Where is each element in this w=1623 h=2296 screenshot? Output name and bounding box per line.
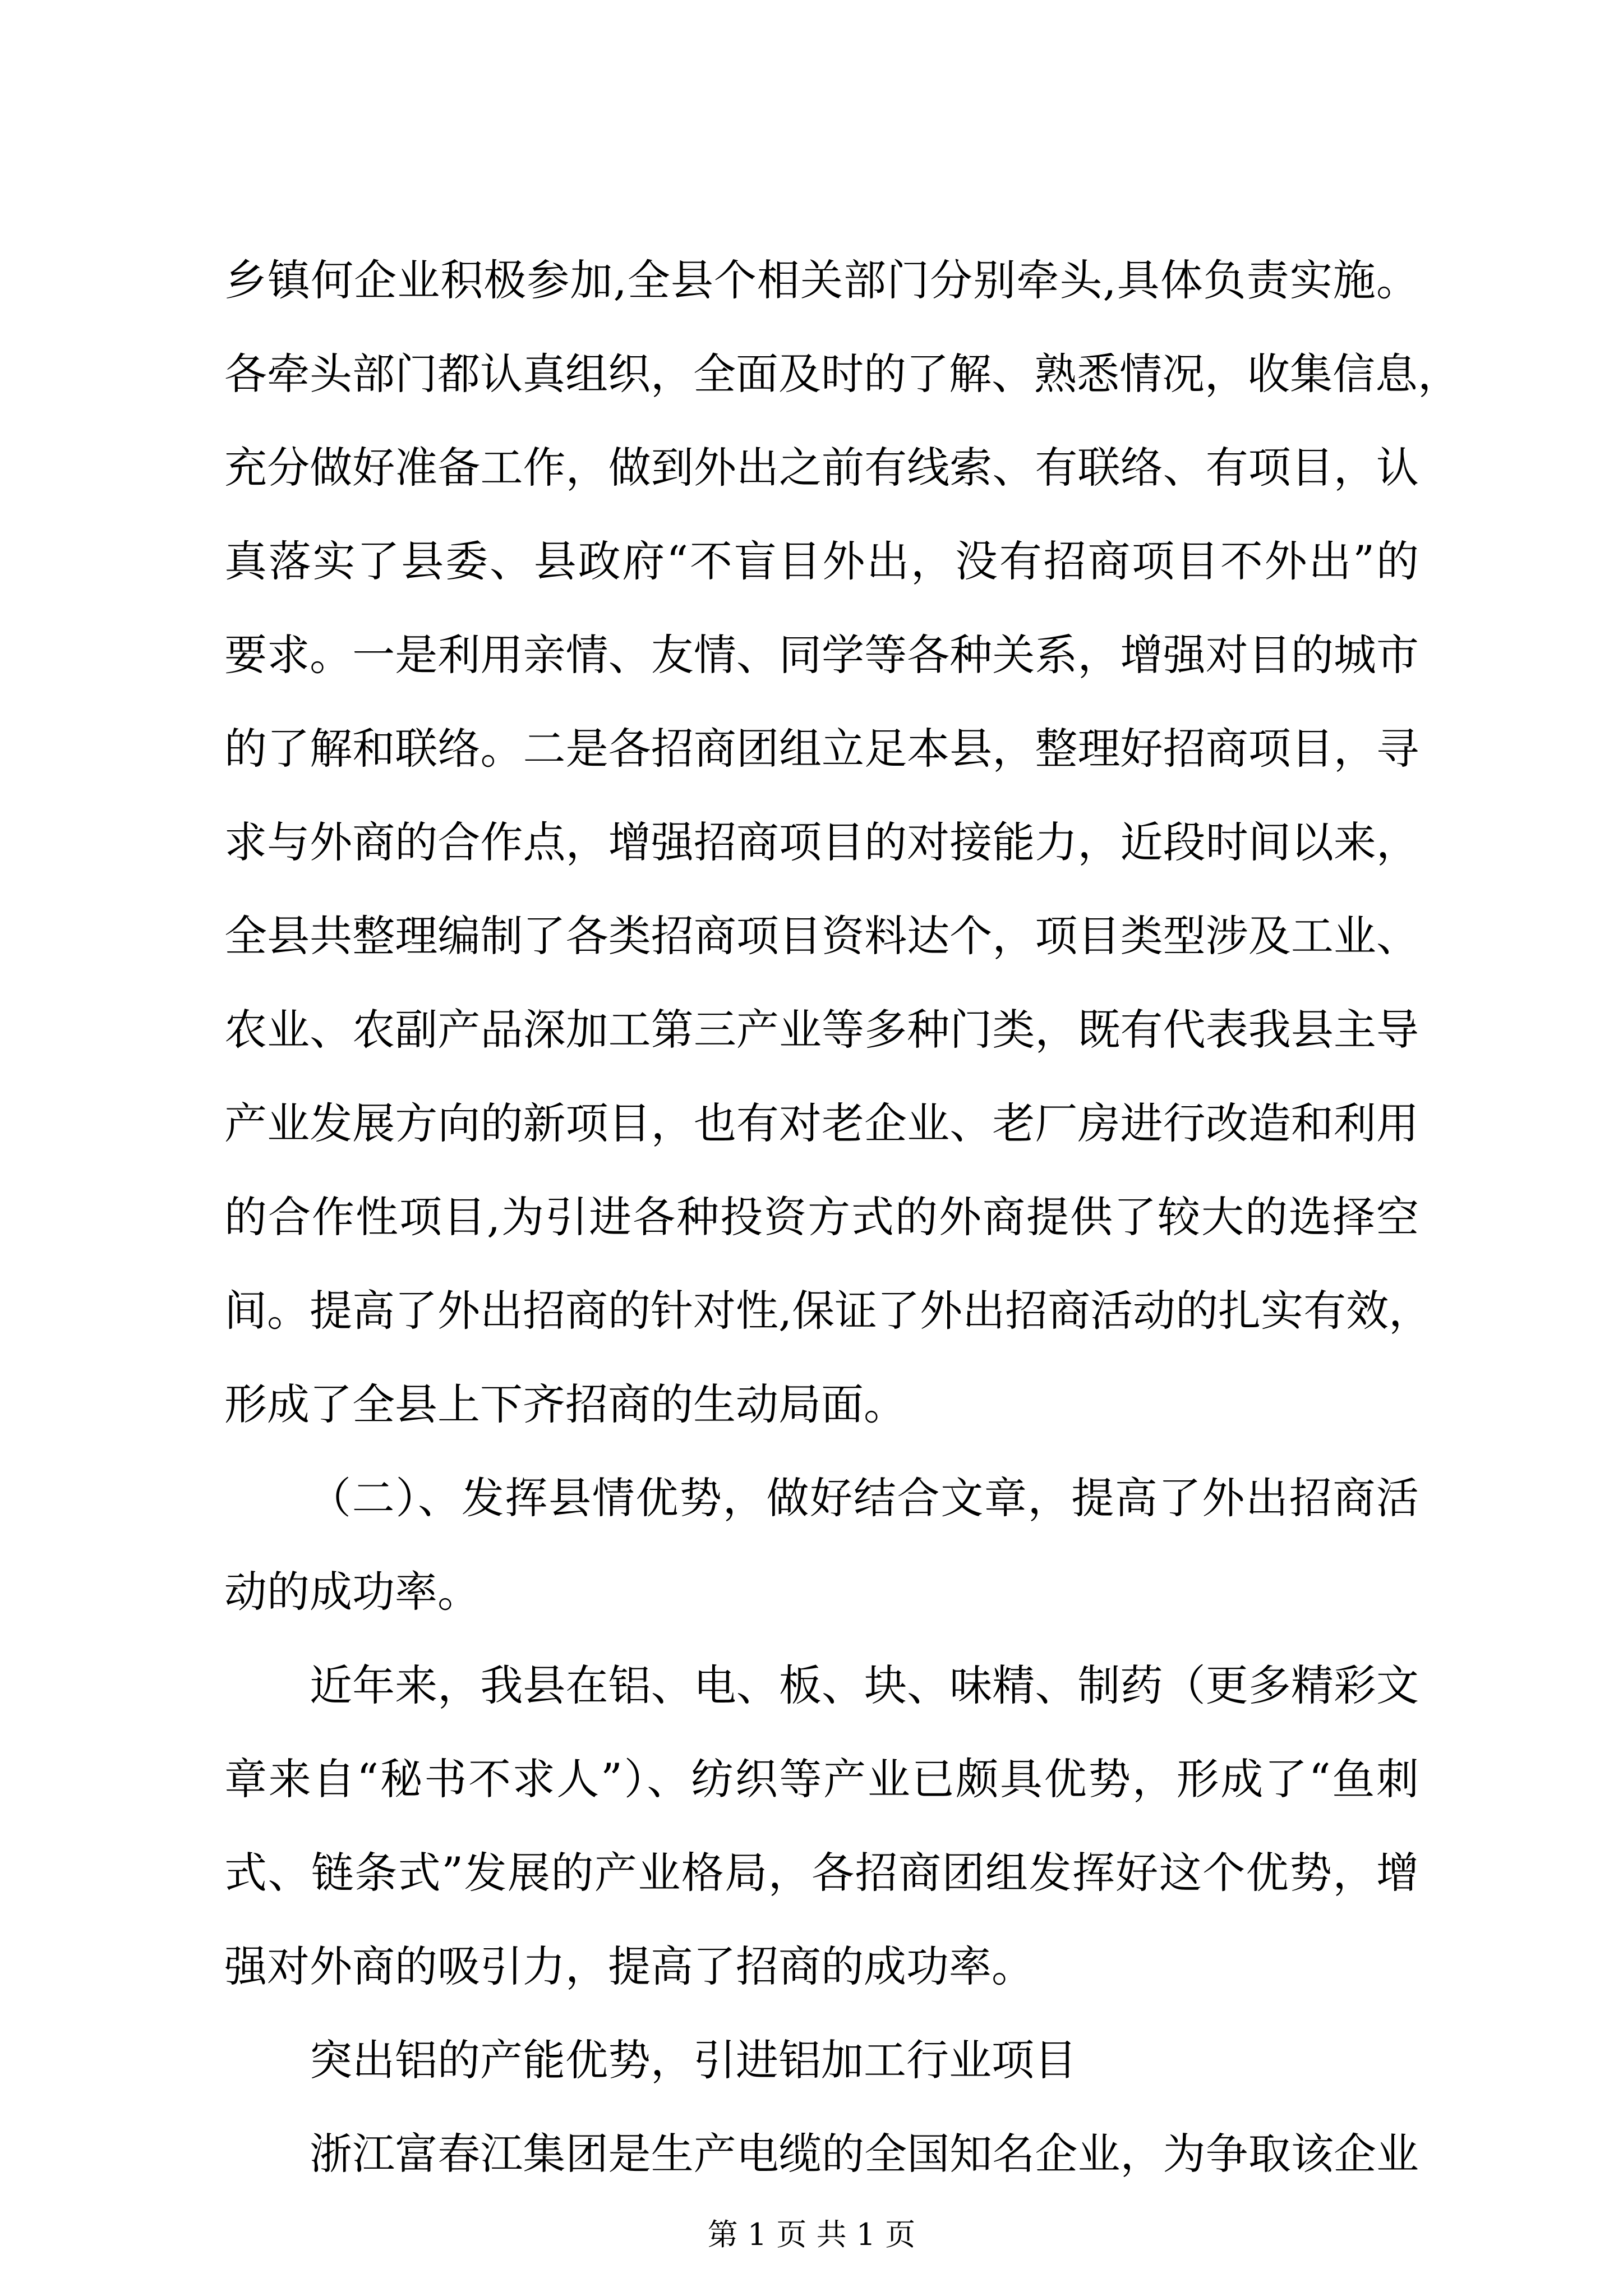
page-footer: 第 1 页 共 1 页: [707, 2217, 916, 2252]
paragraph-start: 近年来，我县在铝、电、板、块、味精、制药（更多精彩文: [310, 1660, 1419, 1710]
text-line: 间。提高了外出招商的针对性,保证了外出招商活动的扎实有效，: [224, 1286, 1432, 1336]
text-line: 求与外商的合作点，增强招商项目的对接能力，近段时间以来，: [224, 817, 1419, 867]
paragraph-start: 浙江富春江集团是生产电缆的全国知名企业，为争取该企业: [310, 2129, 1419, 2179]
text-line: 全县共整理编制了各类招商项目资料达个，项目类型涉及工业、: [224, 911, 1419, 961]
text-line: 产业发展方向的新项目，也有对老企业、老厂房进行改造和利用: [224, 1098, 1419, 1148]
text-line: 强对外商的吸引力，提高了招商的成功率。: [224, 1941, 1034, 1991]
text-line: 的了解和联络。二是各招商团组立足本县，整理好招商项目，寻: [224, 724, 1419, 774]
section-heading: （二）、发挥县情优势，做好结合文章，提高了外出招商活: [308, 1473, 1419, 1523]
subheading: 突出铝的产能优势，引进铝加工行业项目: [310, 2035, 1077, 2085]
text-line: 乡镇何企业积极参加,全县个相关部门分别牵头,具体负责实施。: [224, 255, 1419, 305]
text-line: 充分做好准备工作，做到外出之前有线索、有联络、有项目，认: [224, 443, 1419, 493]
text-line: 章来自“秘书不求人”）、纺织等产业已颇具优势，形成了“鱼刺: [224, 1754, 1419, 1804]
text-line: 农业、农副产品深加工第三产业等多种门类，既有代表我县主导: [224, 1005, 1419, 1055]
text-line: 真落实了县委、县政府“不盲目外出，没有招商项目不外出”的: [224, 536, 1419, 586]
text-line: 形成了全县上下齐招商的生动局面。: [224, 1379, 906, 1429]
section-heading-continued: 动的成功率。: [224, 1567, 480, 1617]
text-line: 的合作性项目,为引进各种投资方式的外商提供了较大的选择空: [224, 1192, 1419, 1242]
text-line: 式、链条式”发展的产业格局，各招商团组发挥好这个优势，增: [224, 1848, 1419, 1898]
text-line: 要求。一是利用亲情、友情、同学等各种关系，增强对目的城市: [224, 630, 1419, 680]
text-line: 各牵头部门都认真组织，全面及时的了解、熟悉情况，收集信息，: [224, 349, 1460, 399]
